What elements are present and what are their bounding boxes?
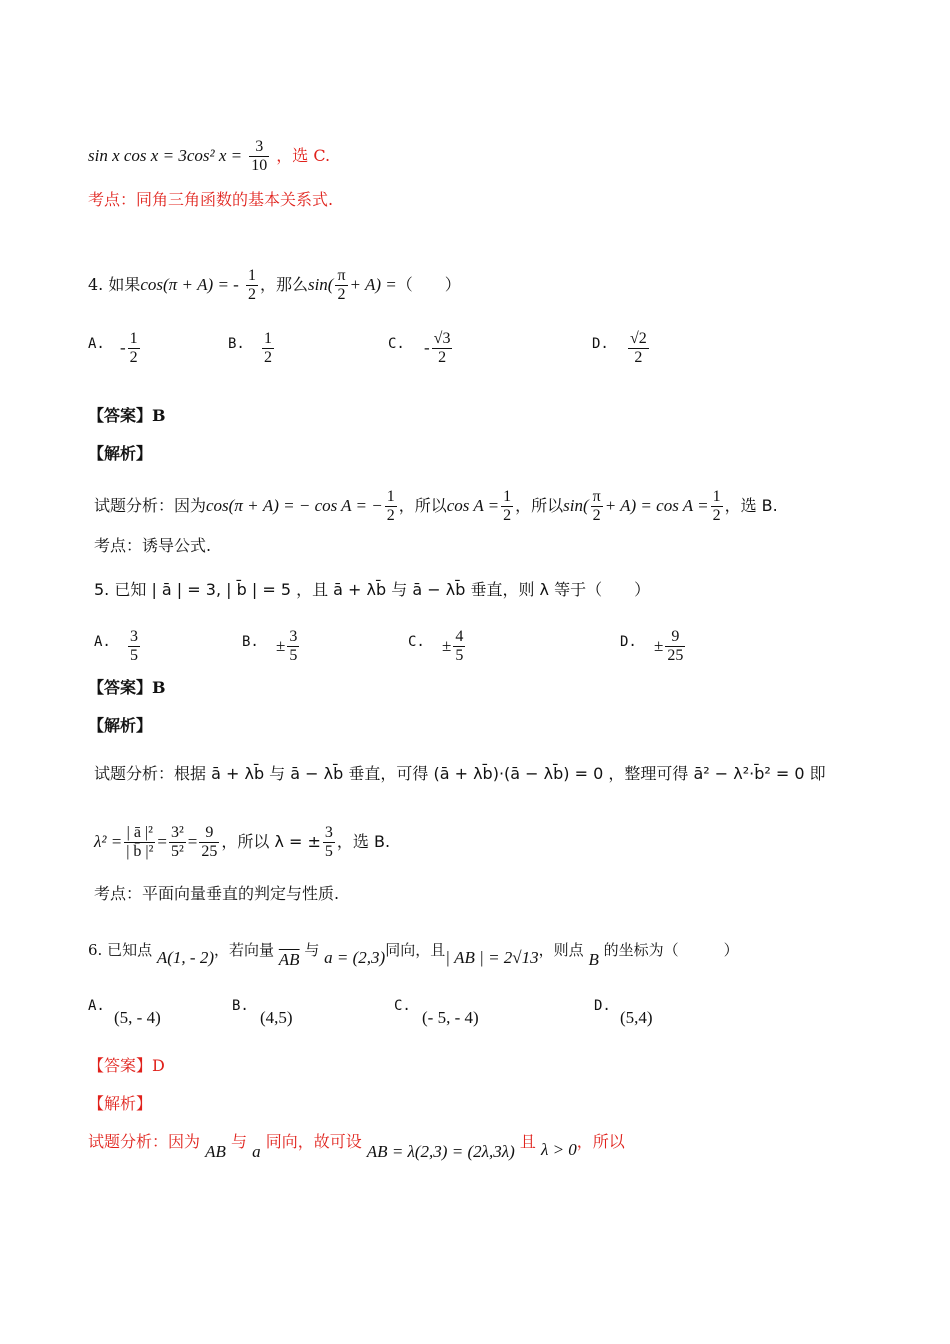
q4-mid: ，那么 (259, 275, 308, 294)
line-1 (88, 138, 330, 175)
q4-option-b-label: B. (228, 336, 245, 352)
q4-math1: cos(π + A) = - (140, 275, 239, 294)
q5-option-c-value: ± $\frac{4}{5}$ (442, 628, 464, 664)
q6-option-c-label: C. (394, 998, 411, 1014)
line-1-fraction: $\frac{3}{10}$ (251, 138, 268, 174)
q5-stem: 5. 已知 | ā | = 3, | b̄ | = 5 ，且 ā + λb̄ 与 ā − λb̄ 垂直，则 λ 等于（ ） (94, 580, 651, 599)
q6-detail: 试题分析：因为 AB 与 a 同向，故可设 AB = λ(2,3) = (2λ,3λ) 且 λ > 0，所以 (88, 1132, 625, 1161)
q5-option-b-label: B. (242, 634, 259, 650)
q4-math2: sin( (307, 275, 334, 294)
q4-option-d-label: D. (592, 336, 609, 352)
q6-answer: 【答案】D (88, 1056, 165, 1075)
q5-option-a-label: A. (94, 634, 111, 650)
q4-option-a-label: A. (88, 336, 105, 352)
q5-detail-line1: 试题分析：根据 ā + λb̄ 与 ā − λb̄ 垂直，可得 (ā + λb̄)·(ā − λb̄) = 0 ，整理可得 ā² − λ²·b̄² = 0 即 (94, 764, 826, 783)
q4-option-a-value: - $\frac{1}{2}$ (120, 330, 138, 366)
q5-option-d-label: D. (620, 634, 637, 650)
q6-option-b-value: (4,5) (260, 1008, 293, 1027)
q6-analysis-heading: 【解析】 (88, 1094, 153, 1113)
q4-math3: + A) = (349, 275, 397, 294)
q6-option-d-value: (5,4) (620, 1008, 653, 1027)
q6-option-b-label: B. (232, 998, 249, 1014)
q6-option-a-label: A. (88, 998, 105, 1014)
q5-option-d-value: ± $\frac{9}{25}$ (654, 628, 684, 664)
q5-detail-line2: λ² = $\frac{\text{| ā |²}}{\text{| b̄ |²}}$ = $\frac{\text{3²}}{\text{5²}}$ = $\frac{9}{25}$ ，所以 λ = ± $\frac{3}{5}$ ，选 B. (94, 824, 391, 860)
q4-stem (88, 267, 461, 304)
q4-point: 考点：诱导公式. (94, 536, 212, 555)
q4-option-c-value: - $\frac{√3}{2}$ (424, 330, 451, 366)
q4-option-d-value: $\frac{√2}{2}$ (630, 330, 647, 366)
q5-option-c-label: C. (408, 634, 425, 650)
q6-option-a-value: (5, - 4) (114, 1008, 161, 1027)
q4-detail: 试题分析：因为cos(π + A) = − cos A = − $\frac{1}{2}$ ，所以cos A = $\frac{1}{2}$ ，所以sin( $\frac{\pi}{2}$ + A) = cos A = $\frac{1}{2}$ ，选 B. (94, 488, 778, 524)
q4-prefix: 4. 如果 (88, 275, 141, 294)
q4-option-b-value: $\frac{1}{2}$ (264, 330, 272, 366)
line-2-point: 考点：同角三角函数的基本关系式. (88, 190, 334, 209)
q4-tail: （ ） (396, 275, 461, 294)
q5-answer: 【答案】B (88, 678, 166, 697)
q6-option-c-value: (- 5, - 4) (422, 1008, 479, 1027)
q5-point: 考点：平面向量垂直的判定与性质. (94, 884, 340, 903)
q4-option-c-label: C. (388, 336, 405, 352)
q4-answer: 【答案】B (88, 406, 166, 425)
q4-analysis-heading: 【解析】 (88, 444, 153, 463)
q4-frac2: $\frac{\pi}{2}$ (337, 267, 346, 303)
q5-option-b-value: ± $\frac{3}{5}$ (276, 628, 298, 664)
q5-option-a-value: $\frac{3}{5}$ (130, 628, 138, 664)
q6-stem: 6. 已知点 A(1, - 2)，若向量 $\overline{AB}$ 与 a = (2,3)同向，且| AB | = 2√13，则点 B 的坐标为（ ） (88, 941, 739, 969)
line-1-tail: ，选 C. (276, 146, 331, 165)
line-1-math: sin x cos x = 3cos² x = (88, 146, 243, 165)
q4-frac: $\frac{1}{2}$ (247, 267, 256, 303)
q5-analysis-heading: 【解析】 (88, 716, 153, 735)
q6-option-d-label: D. (594, 998, 611, 1014)
